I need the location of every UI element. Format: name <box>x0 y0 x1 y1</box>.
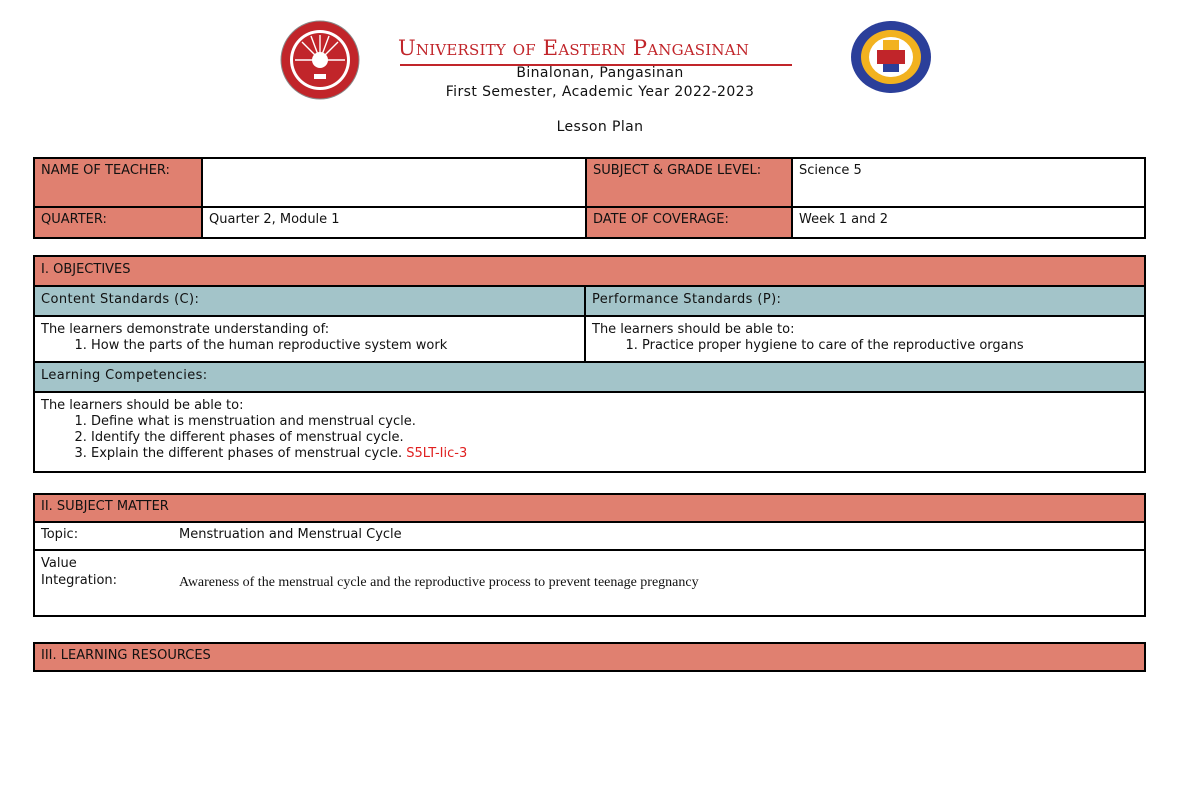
learning-resources-heading: III. LEARNING RESOURCES <box>34 643 1145 671</box>
list-item: 2. Identify the different phases of menstrual cycle. <box>91 430 1138 446</box>
value-integration-text[interactable]: Awareness of the menstrual cycle and the reproductive process to prevent teenage pregnancy <box>179 575 699 590</box>
college-seal-icon <box>850 20 932 94</box>
subject-label: SUBJECT & GRADE LEVEL: <box>586 158 792 207</box>
quarter-label: QUARTER: <box>34 207 202 238</box>
list-item: 1. How the parts of the human reproductive system work <box>91 338 578 354</box>
content-standards-cell <box>34 316 585 362</box>
teacher-info-table <box>33 157 1146 239</box>
subject-matter-table <box>33 493 1146 617</box>
subject-matter-heading: II. SUBJECT MATTER <box>34 494 1145 522</box>
topic-label: Topic: <box>41 527 79 542</box>
content-standards-label: Content Standards (C): <box>34 286 585 316</box>
list-item: 1. Define what is menstruation and menstrual cycle. <box>91 414 1138 430</box>
competencies-intro: The learners should be able to: <box>41 398 244 413</box>
competencies-label: Learning Competencies: <box>34 362 1145 392</box>
subject-value[interactable]: Science 5 <box>792 158 1145 207</box>
location-line: Binalonan, Pangasinan <box>516 65 684 81</box>
date-value[interactable]: Week 1 and 2 <box>792 207 1145 238</box>
university-name-text: University of Eastern Pangasinan <box>398 36 750 60</box>
performance-list <box>592 338 1138 354</box>
list-item: 1. Practice proper hygiene to care of the reproductive organs <box>642 338 1138 354</box>
teacher-label: NAME OF TEACHER: <box>34 158 202 207</box>
university-name <box>398 36 798 60</box>
performance-standards-label: Performance Standards (P): <box>585 286 1145 316</box>
learning-resources-table <box>33 642 1146 672</box>
topic-row <box>34 522 1145 550</box>
competencies-cell <box>34 392 1145 472</box>
document-header <box>0 0 1200 150</box>
competency-code: S5LT-Iic-3 <box>406 446 468 461</box>
topic-value[interactable]: Menstruation and Menstrual Cycle <box>179 527 402 542</box>
competency-text: Explain the different phases of menstrual cycle. <box>91 446 403 461</box>
content-list <box>41 338 578 354</box>
value-integration-row <box>34 550 1145 616</box>
teacher-value[interactable] <box>202 158 586 207</box>
quarter-value[interactable]: Quarter 2, Module 1 <box>202 207 586 238</box>
performance-standards-cell <box>585 316 1145 362</box>
semester-line: First Semester, Academic Year 2022-2023 <box>445 84 755 100</box>
objectives-heading: I. OBJECTIVES <box>34 256 1145 286</box>
date-label: DATE OF COVERAGE: <box>586 207 792 238</box>
document-title: Lesson Plan <box>556 119 644 135</box>
competencies-list <box>41 414 1138 462</box>
content-intro: The learners demonstrate understanding of: <box>41 322 330 337</box>
performance-intro: The learners should be able to: <box>592 322 795 337</box>
list-item <box>91 446 1138 462</box>
value-integration-label: Value Integration: <box>41 556 118 588</box>
objectives-table <box>33 255 1146 473</box>
